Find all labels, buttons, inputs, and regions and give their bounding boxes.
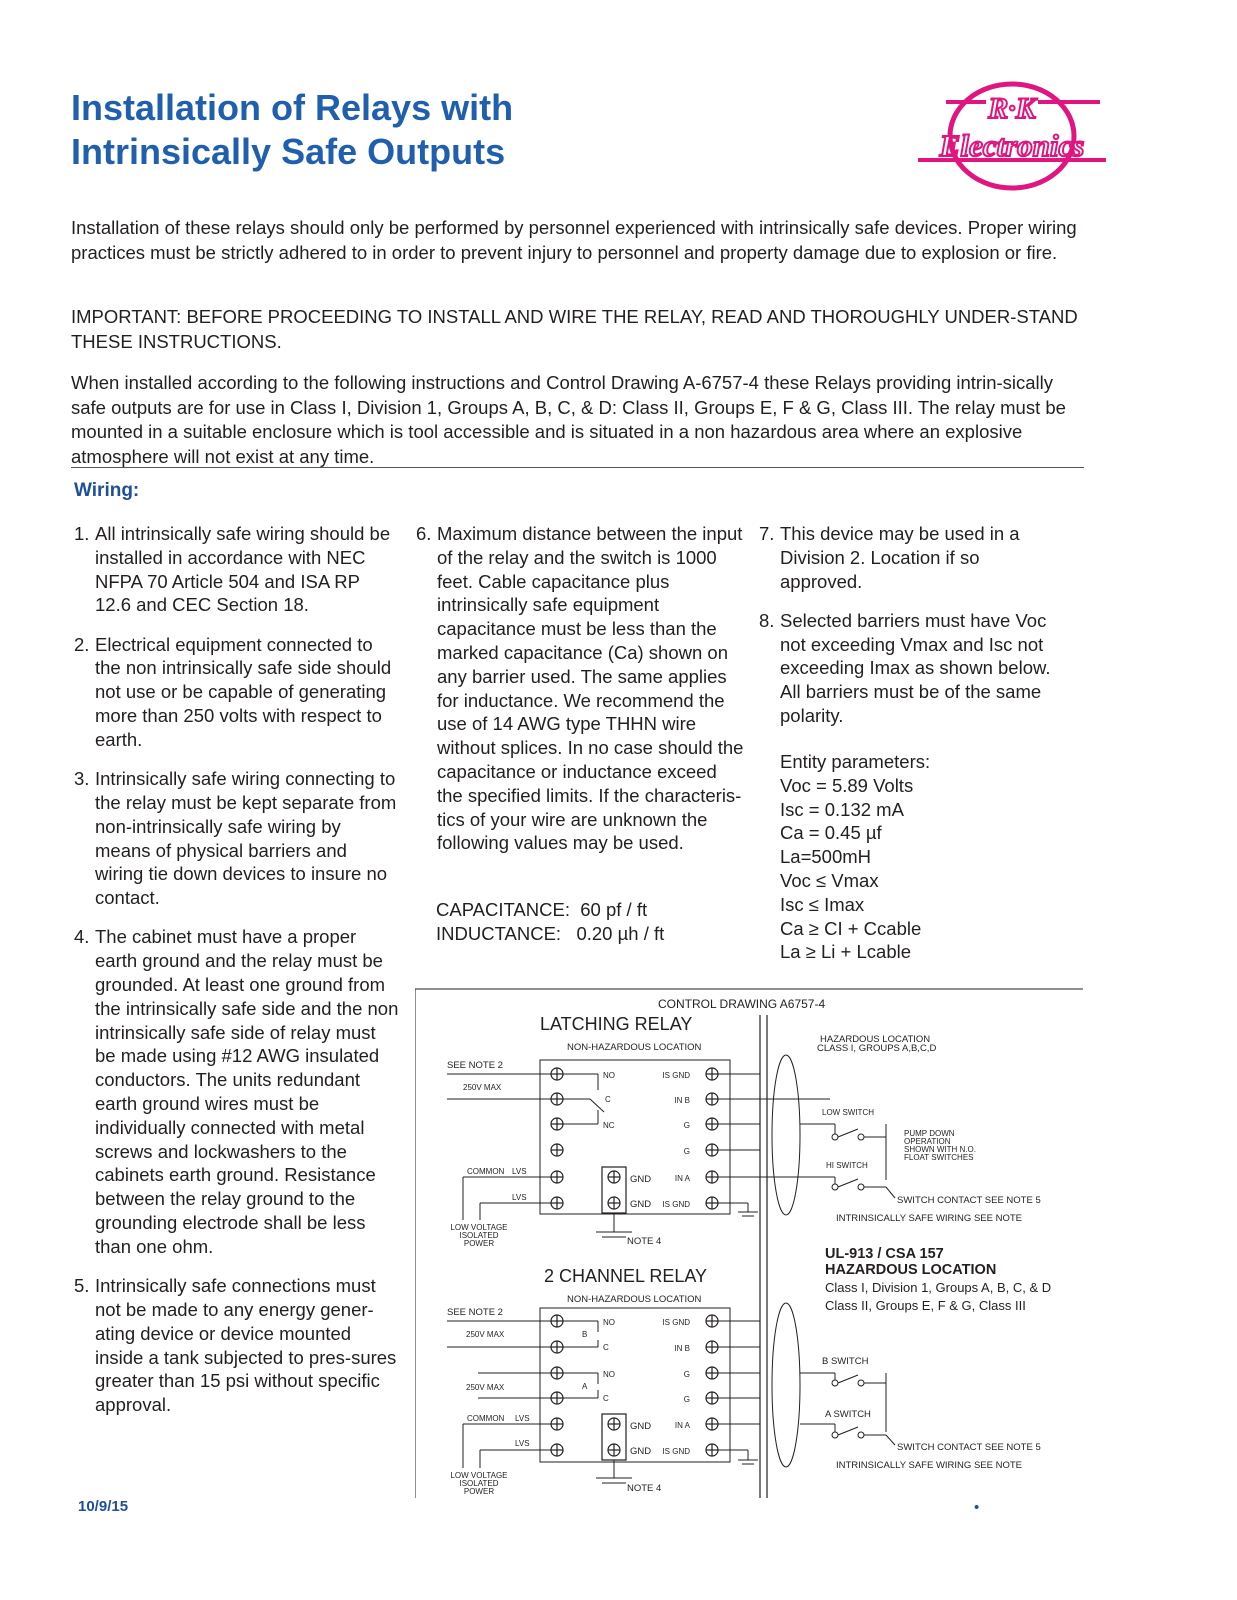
entity-line: La=500mH	[780, 846, 872, 868]
contact-label: C	[603, 1343, 609, 1352]
max-voltage-label: 250V MAX	[466, 1330, 505, 1339]
lv-power-label: ISOLATED	[459, 1479, 499, 1488]
entity-line: La ≥ Li + Lcable	[780, 941, 912, 963]
entity-line: Voc ≤ Vmax	[780, 869, 879, 891]
pump-down-label: SHOWN WITH N.O.	[904, 1145, 976, 1154]
terminal-label: G	[683, 1121, 690, 1130]
wiring-item	[74, 1274, 400, 1417]
lvs-label: LVS	[512, 1167, 527, 1176]
logo-rk: R·K	[988, 92, 1036, 125]
see-note2-label: SEE NOTE 2	[447, 1060, 503, 1071]
item-text: Electrical equipment connected to the non intrinsically safe side should not use or be capable of generating more than 250 volts with respect to earth.	[95, 633, 392, 750]
item-text: Intrinsically safe connections must not be made to any energy gener-ating device or device mounted inside a tank subjected to pres-sures greater than 15 psi without specific approval.	[95, 1275, 397, 1416]
channel-label: A	[582, 1382, 588, 1391]
contact-label: NO	[603, 1370, 615, 1379]
terminal-label: IS GND	[662, 1447, 690, 1456]
class-line: Class I, Division 1, Groups A, B, C, & D	[825, 1280, 1052, 1295]
channel-gnd-terminals	[602, 1414, 626, 1460]
note4-label: NOTE 4	[627, 1236, 662, 1247]
pump-down-label: OPERATION	[904, 1137, 951, 1146]
terminal-label: G	[683, 1370, 690, 1379]
channel-terminals-right	[706, 1315, 718, 1456]
inductance-value: INDUCTANCE: 0.20 µh / ft	[436, 922, 665, 944]
item-text: Maximum distance between the input of the relay and the switch is 1000 feet. Cable capacitance plus intrinsically safe equipment capacitance must be less than the marked capacitance (Ca) shown on any barrier used. The same applies for inductance. We recommend the use of 14 AWG type THHN wire without splices. In no case should the capacitance or inductance exceed the specified limits. If the characteris-tics of your wire are unknown the following values may be used.	[437, 523, 744, 854]
contact-label: NO	[603, 1318, 615, 1327]
terminal-label: G	[683, 1395, 690, 1404]
haz-groups-label: CLASS I, GROUPS A,B,C,D	[817, 1043, 937, 1054]
is-wiring-note: INTRINSICALLY SAFE WIRING SEE NOTE	[836, 1213, 1022, 1224]
item-text: All intrinsically safe wiring should be installed in accordance with NEC NFPA 70 Article 504 and ISA RP 12.6 and CEC Section 18.	[95, 523, 391, 616]
lv-power-label: ISOLATED	[459, 1231, 499, 1240]
gnd-label: GND	[630, 1174, 652, 1185]
entity-parameters	[780, 750, 930, 964]
item-text: This device may be used in a Division 2. Location if so approved.	[780, 523, 1020, 592]
lv-power-label: POWER	[463, 1239, 495, 1248]
max-voltage-label: 250V MAX	[466, 1383, 505, 1392]
latching-terminals-left	[551, 1068, 563, 1209]
contact-label: C	[603, 1394, 609, 1403]
lv-power-label: LOW VOLTAGE	[450, 1223, 508, 1232]
entity-line: Ca = 0.45 µf	[780, 822, 882, 844]
b-switch-label: B SWITCH	[822, 1356, 869, 1367]
terminal-label: IS GND	[662, 1318, 690, 1327]
see-note2-label: SEE NOTE 2	[447, 1307, 503, 1318]
item-text: The cabinet must have a proper earth ground and the relay must be grounded. At least one ground from the intrinsically safe side and the non intrinsically safe side of relay must be made using #12 AWG insulated conductors. The units redundant earth ground wires must be individually connected with metal screws and lockwashers to the cabinets earth ground. Resistance between the relay ground to the grounding electrode shall be less than one ohm.	[95, 926, 399, 1257]
low-switch-label: LOW SWITCH	[822, 1108, 874, 1117]
is-wiring-note: INTRINSICALLY SAFE WIRING SEE NOTE	[836, 1460, 1022, 1471]
latching-non-haz-label: NON-HAZARDOUS LOCATION	[567, 1042, 702, 1053]
important-notice: IMPORTANT: BEFORE PROCEEDING TO INSTALL AND WIRE THE RELAY, READ AND THOROUGHLY UNDER-STAND THESE INSTRUCTIONS.	[71, 306, 1078, 352]
item-number: 1.	[74, 523, 90, 544]
terminal-label: IN A	[674, 1421, 690, 1430]
contact-label: C	[605, 1095, 611, 1104]
lv-power-label: LOW VOLTAGE	[450, 1471, 508, 1480]
lvs-label: LVS	[515, 1414, 530, 1423]
terminal-label: IN B	[674, 1344, 690, 1353]
terminal-label: IS GND	[662, 1071, 690, 1080]
channel-non-haz-label: NON-HAZARDOUS LOCATION	[567, 1294, 702, 1305]
wiring-item	[74, 633, 400, 752]
latching-terminals-right	[706, 1068, 718, 1209]
item-number: 2.	[74, 633, 90, 655]
lvs-label: LVS	[512, 1193, 527, 1202]
lvs-label: LVS	[515, 1439, 530, 1448]
item-text: Intrinsically safe wiring connecting to the relay must be kept separate from non-intrinsically safe wiring by means of physical barriers and wiring tie down devices to insure no contact.	[95, 768, 397, 909]
gnd-label: GND	[630, 1199, 652, 1210]
switch-contact-note: SWITCH CONTACT SEE NOTE 5	[897, 1442, 1041, 1453]
terminal-label: G	[683, 1147, 690, 1156]
max-voltage-label: 250V MAX	[463, 1083, 502, 1092]
terminal-label: IN B	[674, 1096, 690, 1105]
wire-values	[436, 898, 664, 946]
lv-power-label: POWER	[463, 1487, 495, 1496]
wiring-item	[759, 522, 1059, 593]
wiring-heading: Wiring:	[74, 480, 140, 501]
item-number: 3.	[74, 768, 90, 790]
intro-paragraph: Installation of these relays should only be performed by personnel experienced with intrinsically safe devices. Proper wiring practices must be strictly adhered to in order to prevent injury to personnel and property damage due to explosion or fire.	[71, 217, 1077, 263]
wiring-item	[416, 522, 744, 855]
item-number: 6.	[416, 523, 432, 544]
pump-down-label: PUMP DOWN	[904, 1129, 955, 1138]
title-line-1: Installation of Relays with	[71, 87, 514, 128]
entity-line: Voc = 5.89 Volts	[780, 774, 914, 796]
capacitance-value: CAPACITANCE: 60 pf / ft	[436, 899, 648, 920]
gnd-label: GND	[630, 1446, 652, 1457]
wiring-list-col3	[759, 522, 1059, 743]
a-switch-label: A SWITCH	[825, 1409, 871, 1420]
item-number: 5.	[74, 1275, 90, 1297]
control-drawing	[415, 988, 1086, 1498]
ul-heading: UL-913 / CSA 157	[825, 1246, 944, 1262]
page-title	[71, 86, 513, 174]
two-channel-relay-title: 2 CHANNEL RELAY	[544, 1266, 708, 1286]
gnd-label: GND	[630, 1421, 652, 1432]
wiring-item	[74, 767, 400, 910]
item-number: 8.	[759, 609, 775, 631]
channel-terminals-left	[551, 1315, 563, 1456]
item-text: Selected barriers must have Voc not exceeding Vmax and Isc not exceeding Imax as shown below. All barriers must be of the same polarity.	[780, 609, 1051, 727]
haz-location-label: HAZARDOUS LOCATION	[820, 1034, 931, 1045]
entity-heading: Entity parameters:	[780, 751, 931, 772]
hi-switch-label: HI SWITCH	[826, 1161, 868, 1170]
usage-paragraph: When installed according to the following instructions and Control Drawing A-6757-4 these Relays providing intrin-sically safe outputs are for use in Class I, Division 1, Groups A, B, C, & D: Class II, Groups E, F & G, Class III. The relay must be mounted in a suitable enclosure which is tool accessible and is situated in a non hazardous area where an explosive atmosphere will not exist at any time.	[71, 372, 1066, 467]
terminal-label: IS GND	[662, 1200, 690, 1209]
item-number: 4.	[74, 926, 90, 948]
drawing-title: CONTROL DRAWING A6757-4	[658, 997, 826, 1011]
hazardous-location-heading: HAZARDOUS LOCATION	[825, 1262, 997, 1278]
contact-label: NO	[603, 1071, 615, 1080]
section-divider	[71, 467, 1084, 468]
common-label: COMMON	[467, 1414, 505, 1423]
note4-label: NOTE 4	[627, 1483, 662, 1494]
pump-down-label: FLOAT SWITCHES	[904, 1153, 974, 1162]
item-number: 7.	[759, 523, 775, 544]
title-line-2: Intrinsically Safe Outputs	[71, 131, 506, 172]
revision-date: 10/9/15	[78, 1498, 129, 1515]
latching-gnd-terminals	[602, 1167, 626, 1213]
wiring-item	[74, 925, 400, 1258]
logo-electronics: Electronics	[939, 128, 1085, 163]
entity-line: Ca ≥ CI + Ccable	[780, 917, 922, 939]
terminal-label: IN A	[674, 1174, 690, 1183]
rk-electronics-logo	[910, 80, 1110, 192]
wiring-item	[74, 522, 400, 617]
wiring-list-col2	[416, 522, 744, 871]
channel-label: B	[582, 1330, 588, 1339]
footer-bullet: •	[974, 1499, 980, 1516]
latching-relay-title: LATCHING RELAY	[540, 1014, 693, 1034]
entity-line: Isc = 0.132 mA	[780, 798, 904, 820]
entity-line: Isc ≤ Imax	[780, 893, 865, 915]
switch-contact-note: SWITCH CONTACT SEE NOTE 5	[897, 1195, 1041, 1206]
class-line: Class II, Groups E, F & G, Class III	[825, 1298, 1026, 1313]
wiring-item	[759, 609, 1059, 728]
wiring-list-col1	[74, 522, 400, 1432]
common-label: COMMON	[467, 1167, 505, 1176]
contact-label: NC	[603, 1121, 615, 1130]
